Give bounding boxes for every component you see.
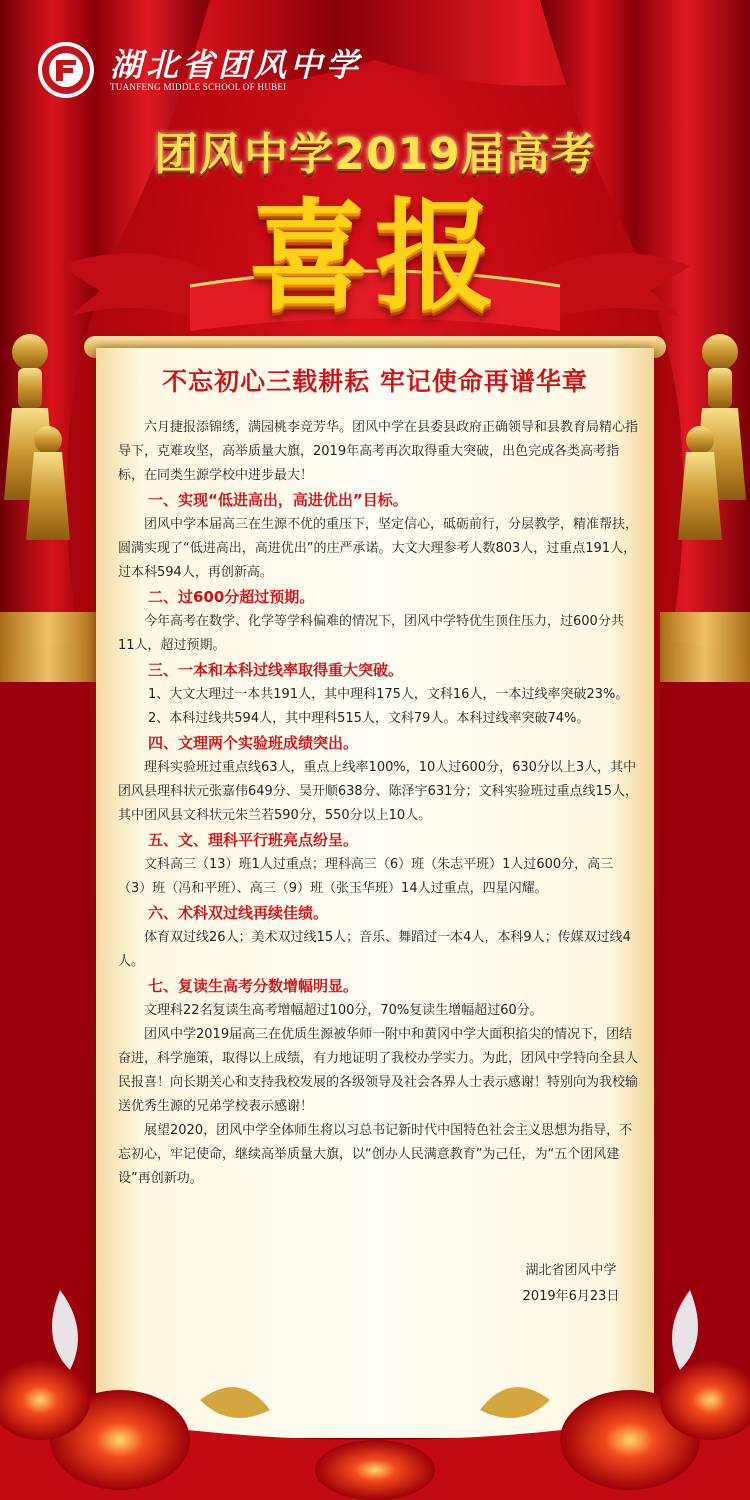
big-title-good-news: 喜报 [249, 188, 501, 327]
intro-paragraph: 六月捷报添锦绣，满园桃李竞芳华。团风中学在县委县政府正确领导和县教育局精心指导下，克难攻坚，高举质量大旗，2019年高考再次取得重大突破，出色完成各类高考指标，在同类生源学校中进步最大！ [118, 420, 639, 483]
main-title: 团风中学2019届高考 [154, 129, 596, 180]
section-paragraph: 体育双过线26人；美术双过线15人；音乐、舞蹈过一本4人，本科9人；传媒双过线4人。 [118, 930, 631, 969]
floral-decoration [0, 1250, 750, 1500]
section-paragraph: 1、大文大理过一本共191人，其中理科175人，文科16人，一本过线率突破23%。 [148, 687, 629, 702]
section-heading: 三、一本和本科过线率取得重大突破。 [148, 661, 404, 679]
school-name-english: TUANFENG MIDDLE SCHOOL OF HUBEI [110, 82, 287, 92]
announcement-body [118, 416, 638, 1191]
school-name-chinese: 湖北省团风中学 [110, 46, 363, 84]
section-paragraph: 文科高三（13）班1人过重点；理科高三（6）班（朱志平班）1人过600分，高三（3）班（冯和平班）、高三（9）班（张玉华班）14人过重点，四星闪耀。 [118, 857, 614, 896]
signature-date: 2019年6月23日 [522, 1289, 620, 1304]
section-heading: 五、文、理科平行班亮点纷呈。 [148, 831, 359, 849]
section-paragraph: 2、本科过线共594人，其中理科515人，文科79人。本科过线率突破74%。 [148, 711, 590, 726]
closing-paragraph: 团风中学2019届高三在优质生源被华师一附中和黄冈中学大面积掐尖的情况下，团结奋进，科学施策，取得以上成绩，有力地证明了我校办学实力。为此，团风中学特向全县人民报喜！向长期关心和支持我校发展的各级领导及社会各界人士表示感谢！特别向为我校输送优秀生源的兄弟学校表示感谢！ [118, 1027, 639, 1114]
section-heading: 四、文理两个实验班成绩突出。 [148, 734, 359, 752]
closing-paragraph: 展望2020，团风中学全体师生将以习总书记新时代中国特色社会主义思想为指导，不忘初心，牢记使命，继续高举质量大旗，以“创办人民满意教育”为己任，为“五个团风建设”再创新功。 [118, 1123, 633, 1186]
school-logo-icon [36, 40, 96, 100]
section-heading: 七、复读生高考分数增幅明显。 [148, 977, 359, 995]
section-paragraph: 今年高考在数学、化学等学科偏难的情况下，团风中学特优生顶住压力，过600分共11人，超过预期。 [118, 614, 624, 653]
section-heading: 一、实现“低进高出，高进优出”目标。 [148, 491, 408, 509]
subtitle: 不忘初心三载耕耘 牢记使命再谱华章 [162, 367, 588, 396]
section-heading: 六、术科双过线再续佳绩。 [148, 904, 329, 922]
section-paragraph: 团风中学本届高三在生源不优的重压下，坚定信心，砥砺前行，分层教学，精准帮扶，圆满实现了“低进高出，高进优出”的庄严承诺。大文大理参考人数803人，过重点191人，过本科594人，再创新高。 [118, 517, 639, 580]
section-paragraph: 理科实验班过重点线63人，重点上线率100%，10人过600分，630分以上3人，其中团风县理科状元张嘉伟649分、吴开顺638分、陈泽宇631分；文科实验班过重点线15人，其中团风县文科状元朱兰若590分，550分以上10人。 [118, 760, 638, 823]
section-paragraph: 文理科22名复读生高考增幅超过100分，70%复读生增幅超过60分。 [144, 1003, 543, 1018]
signature-organization: 湖北省团风中学 [525, 1263, 617, 1278]
section-heading: 二、过600分超过预期。 [148, 588, 315, 606]
